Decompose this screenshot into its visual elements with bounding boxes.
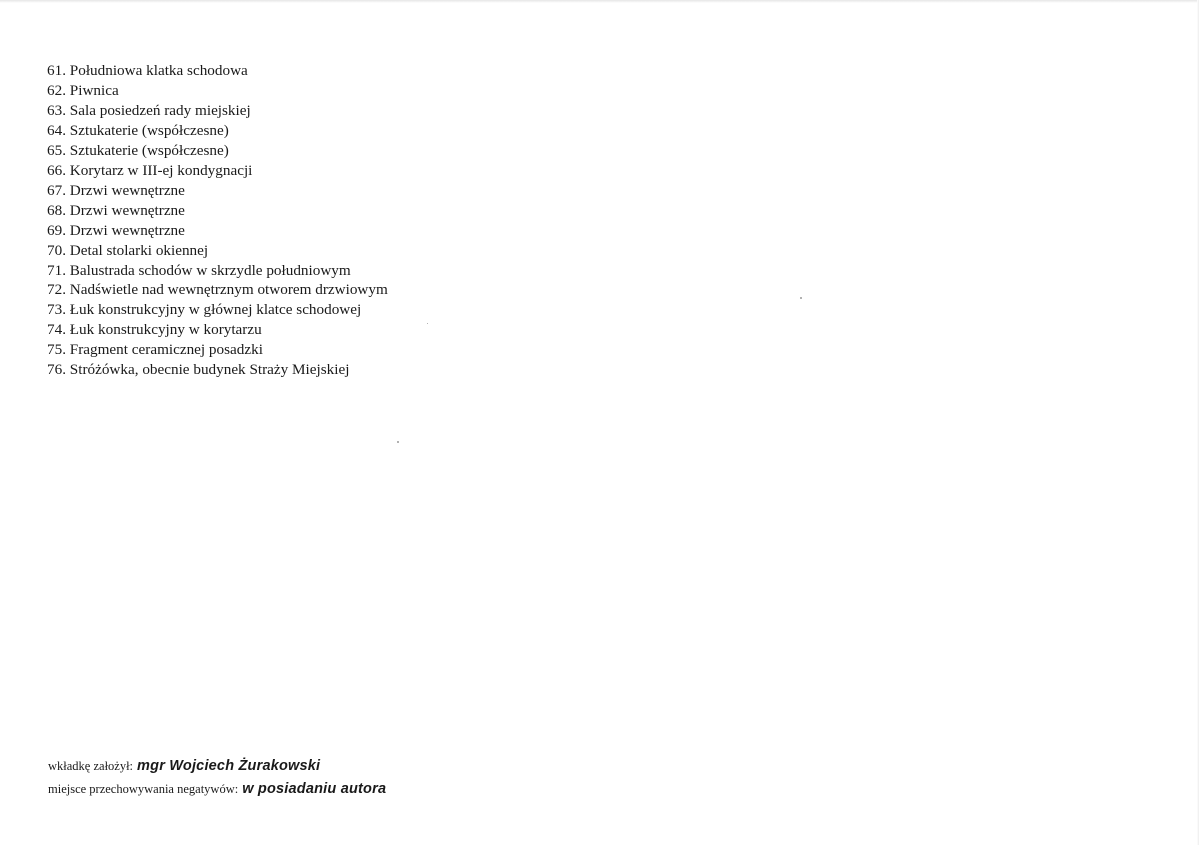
list-item: 74. Łuk konstrukcyjny w korytarzu <box>47 321 262 339</box>
list-item: 67. Drzwi wewnętrzne <box>47 181 185 199</box>
photo-caption-list <box>47 61 388 380</box>
author-name: mgr Wojciech Żurakowski <box>137 758 321 774</box>
scan-speck <box>800 297 802 299</box>
storage-label: miejsce przechowywania negatywów: <box>48 782 239 796</box>
storage-line <box>48 777 386 800</box>
document-footer <box>48 754 386 800</box>
storage-value: w posiadaniu autora <box>242 781 387 797</box>
list-item: 73. Łuk konstrukcyjny w głównej klatce schodowej <box>47 301 362 319</box>
list-item: 68. Drzwi wewnętrzne <box>47 201 185 219</box>
list-item: 75. Fragment ceramicznej posadzki <box>47 341 263 359</box>
list-item: 61. Południowa klatka schodowa <box>47 62 248 79</box>
list-item: 65. Sztukaterie (współczesne) <box>47 141 229 159</box>
author-label: wkładkę założył: <box>48 759 134 773</box>
list-item: 72. Nadświetle nad wewnętrznym otworem drzwiowym <box>47 281 388 299</box>
list-item: 63. Sala posiedzeń rady miejskiej <box>47 101 251 119</box>
list-item: 69. Drzwi wewnętrzne <box>47 221 185 239</box>
list-item: 66. Korytarz w III-ej kondygnacji <box>47 161 253 179</box>
list-item: 62. Piwnica <box>47 81 119 99</box>
list-item: 70. Detal stolarki okiennej <box>47 241 209 259</box>
list-item: 64. Sztukaterie (współczesne) <box>47 121 229 139</box>
list-item: 76. Stróżówka, obecnie budynek Straży Miejskiej <box>47 361 350 379</box>
scan-speck <box>397 441 399 443</box>
scan-speck <box>427 323 428 324</box>
list-item: 71. Balustrada schodów w skrzydle południowym <box>47 261 351 279</box>
scan-edge-top <box>0 0 1199 3</box>
author-line <box>48 754 386 777</box>
